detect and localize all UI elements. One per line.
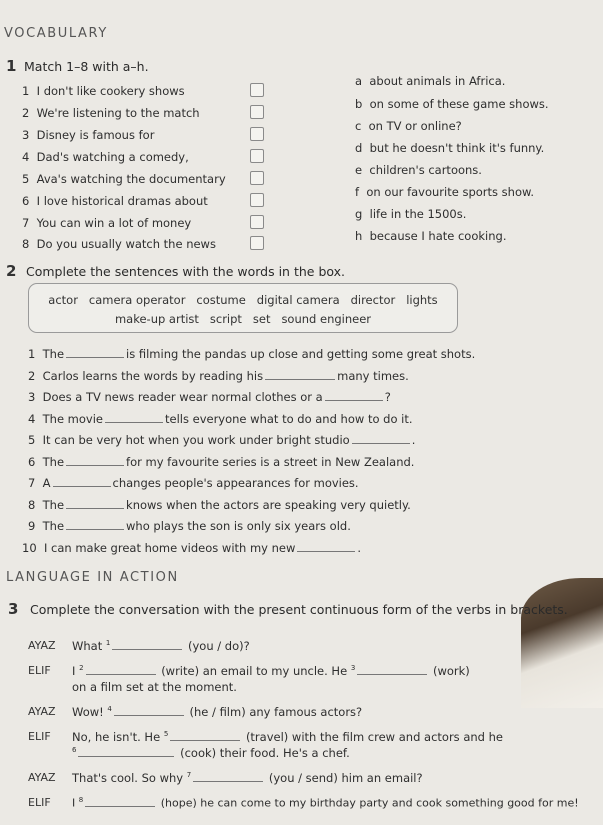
- speaker-name: AYAZ: [28, 639, 56, 652]
- list-item: b on some of these game shows.: [355, 97, 549, 111]
- answer-checkbox[interactable]: [250, 83, 264, 97]
- list-item: 8 Do you usually watch the news: [22, 237, 216, 251]
- exercise-2-instruction: Complete the sentences with the words in the box.: [26, 264, 346, 279]
- list-item: 2 Carlos learns the words by reading his many times.: [28, 369, 409, 383]
- answer-blank[interactable]: [352, 434, 410, 444]
- word-box-row-1: actor camera operator costume digital camera director lights: [48, 293, 438, 307]
- dialogue-line: That's cool. So why $^7$ (you / send) him an email?: [72, 771, 423, 785]
- answer-blank[interactable]: [265, 370, 335, 380]
- speaker-name: AYAZ: [28, 771, 56, 784]
- speaker-name: AYAZ: [28, 705, 56, 718]
- list-item: h because I hate cooking.: [355, 229, 507, 243]
- dialogue-line: I $^8$ (hope) he can come to my birthday party and cook something good for me!: [72, 796, 579, 810]
- list-item: 8 The knows when the actors are speaking very quietly.: [28, 498, 411, 512]
- answer-blank[interactable]: [66, 348, 124, 358]
- answer-checkbox[interactable]: [250, 149, 264, 163]
- list-item: 1 I don't like cookery shows: [22, 84, 185, 98]
- exercise-1-instruction: Match 1–8 with a–h.: [24, 59, 149, 74]
- answer-blank[interactable]: [114, 706, 184, 716]
- answer-blank[interactable]: [66, 499, 124, 509]
- list-item: 10 I can make great home videos with my new .: [22, 541, 362, 555]
- chef-photo: [521, 578, 603, 708]
- list-item: 5 It can be very hot when you work under bright studio .: [28, 433, 416, 447]
- list-item: 4 Dad's watching a comedy,: [22, 150, 189, 164]
- dialogue-line: What $^1$ (you / do)?: [72, 639, 250, 653]
- list-item: 2 We're listening to the match: [22, 106, 200, 120]
- answer-blank[interactable]: [85, 797, 155, 807]
- list-item: 3 Disney is famous for: [22, 128, 155, 142]
- answer-blank[interactable]: [325, 391, 383, 401]
- speaker-name: ELIF: [28, 796, 51, 809]
- list-item: 5 Ava's watching the documentary: [22, 172, 226, 186]
- list-item: 3 Does a TV news reader wear normal clothes or a ?: [28, 390, 391, 404]
- dialogue-line: Wow! $^4$ (he / film) any famous actors?: [72, 705, 363, 719]
- answer-blank[interactable]: [357, 665, 427, 675]
- answer-checkbox[interactable]: [250, 193, 264, 207]
- answer-blank[interactable]: [86, 665, 156, 675]
- exercise-3-number: 3: [8, 600, 19, 618]
- answer-blank[interactable]: [66, 456, 124, 466]
- speaker-name: ELIF: [28, 664, 51, 677]
- answer-checkbox[interactable]: [250, 236, 264, 250]
- word-box: [28, 283, 458, 333]
- list-item: g life in the 1500s.: [355, 207, 467, 221]
- list-item: e children's cartoons.: [355, 163, 482, 177]
- dialogue-line-continued: $^6$ (cook) their food. He's a chef.: [72, 746, 350, 760]
- dialogue-line: I $^2$ (write) an email to my uncle. He $^3$ (work): [72, 664, 470, 678]
- list-item: 4 The movie tells everyone what to do and how to do it.: [28, 412, 413, 426]
- answer-blank[interactable]: [112, 640, 182, 650]
- answer-checkbox[interactable]: [250, 215, 264, 229]
- word-box-row-2: make-up artist script set sound engineer: [114, 312, 372, 326]
- list-item: 7 A changes people's appearances for movies.: [28, 476, 359, 490]
- answer-blank[interactable]: [105, 413, 163, 423]
- list-item: 6 I love historical dramas about: [22, 194, 208, 208]
- answer-blank[interactable]: [78, 747, 174, 757]
- section-heading-language-in-action: LANGUAGE IN ACTION: [6, 570, 179, 585]
- list-item: f on our favourite sports show.: [355, 185, 534, 199]
- list-item: c on TV or online?: [355, 119, 462, 133]
- answer-blank[interactable]: [297, 542, 355, 552]
- answer-checkbox[interactable]: [250, 105, 264, 119]
- exercise-1-number: 1: [6, 57, 17, 75]
- answer-checkbox[interactable]: [250, 171, 264, 185]
- list-item: 6 The for my favourite series is a street in New Zealand.: [28, 455, 415, 469]
- answer-blank[interactable]: [170, 731, 240, 741]
- list-item: 7 You can win a lot of money: [22, 216, 192, 230]
- speaker-name: ELIF: [28, 730, 51, 743]
- list-item: d but he doesn't think it's funny.: [355, 141, 545, 155]
- exercise-2-number: 2: [6, 262, 17, 280]
- dialogue-line: No, he isn't. He $^5$ (travel) with the film crew and actors and he: [72, 730, 503, 744]
- dialogue-line-continued: on a film set at the moment.: [72, 680, 237, 694]
- answer-blank[interactable]: [66, 520, 124, 530]
- list-item: 9 The who plays the son is only six years old.: [28, 519, 351, 533]
- exercise-3-instruction: Complete the conversation with the present continuous form of the verbs in brackets.: [30, 602, 568, 617]
- section-heading-vocabulary: VOCABULARY: [4, 26, 108, 41]
- answer-checkbox[interactable]: [250, 127, 264, 141]
- list-item: 1 The is filming the pandas up close and getting some great shots.: [28, 347, 476, 361]
- answer-blank[interactable]: [53, 477, 111, 487]
- list-item: a about animals in Africa.: [355, 74, 506, 88]
- answer-blank[interactable]: [193, 772, 263, 782]
